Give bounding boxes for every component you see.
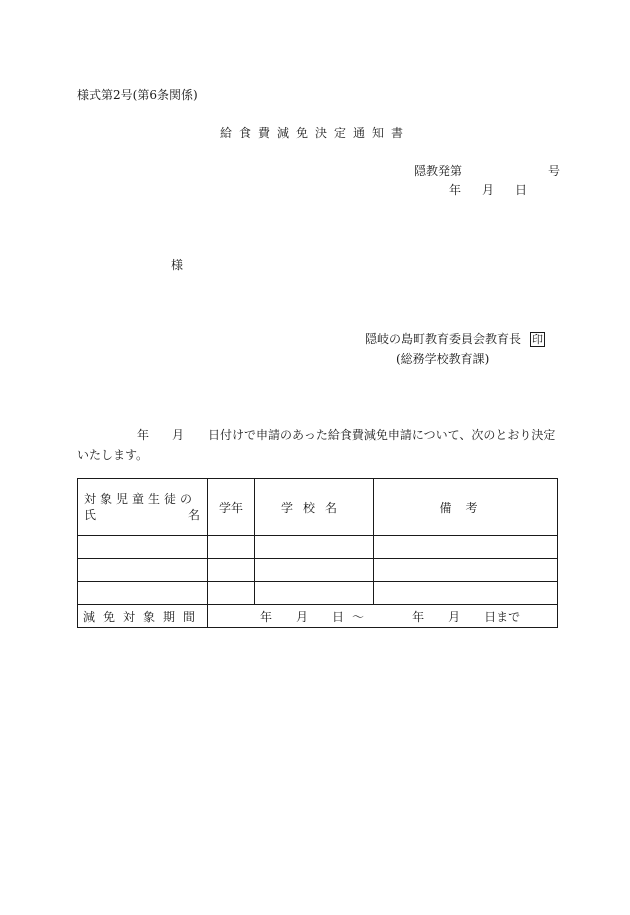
body-year-label: 年 xyxy=(137,428,150,442)
date-day-label: 日 xyxy=(515,183,528,197)
header-grade: 学年 xyxy=(208,479,255,536)
table-row xyxy=(78,559,558,582)
date-month-label: 月 xyxy=(482,183,495,197)
period-end-year: 年 xyxy=(412,609,425,624)
student-name-cell[interactable] xyxy=(78,559,208,582)
header-remarks: 備考 xyxy=(374,479,558,536)
decision-table xyxy=(77,478,558,628)
period-start-month: 月 xyxy=(296,609,309,624)
document-number xyxy=(414,162,560,179)
period-tilde: 〜 xyxy=(352,609,365,624)
school-cell[interactable] xyxy=(255,582,374,605)
addressee-honorific: 様 xyxy=(171,258,184,272)
remarks-cell[interactable] xyxy=(374,559,558,582)
period-label: 減免対象期間 xyxy=(78,605,208,628)
period-value[interactable] xyxy=(208,605,558,628)
period-end-day: 日まで xyxy=(484,609,521,624)
document-title: 給食費減免決定通知書 xyxy=(219,126,410,140)
grade-cell[interactable] xyxy=(208,559,255,582)
table-row xyxy=(78,536,558,559)
body-month-label: 月 xyxy=(172,428,185,442)
document-number-prefix: 隠教発第 xyxy=(414,164,463,178)
date-year-label: 年 xyxy=(449,183,462,197)
period-end-month: 月 xyxy=(448,609,461,624)
body-text-line1 xyxy=(137,426,555,443)
seal-mark: 印 xyxy=(532,333,544,346)
table-row xyxy=(78,582,558,605)
period-row xyxy=(78,605,558,628)
form-number: 様式第2号(第6条関係) xyxy=(77,88,198,102)
document-date xyxy=(449,181,527,198)
student-name-cell[interactable] xyxy=(78,582,208,605)
body-text-line2: いたします。 xyxy=(77,448,149,462)
header-school-name: 学校名 xyxy=(255,479,374,536)
header-student-name-line1: 対象児童生徒の xyxy=(84,492,197,506)
grade-cell[interactable] xyxy=(208,536,255,559)
school-cell[interactable] xyxy=(255,559,374,582)
sender-department: (総務学校教育課) xyxy=(396,352,490,366)
sender-name xyxy=(365,330,545,347)
table-header-row xyxy=(78,479,558,536)
document-number-suffix: 号 xyxy=(548,164,561,178)
grade-cell[interactable] xyxy=(208,582,255,605)
period-start-year: 年 xyxy=(260,609,273,624)
header-student-name xyxy=(78,479,208,536)
body-text-rest: 日付けで申請のあった給食費減免申請について、次のとおり決定 xyxy=(208,428,556,442)
header-name-left: 氏 xyxy=(84,508,97,522)
school-cell[interactable] xyxy=(255,536,374,559)
remarks-cell[interactable] xyxy=(374,582,558,605)
sender-title: 隠岐の島町教育委員会教育長 xyxy=(365,332,522,346)
student-name-cell[interactable] xyxy=(78,536,208,559)
remarks-cell[interactable] xyxy=(374,536,558,559)
period-start-day: 日 xyxy=(332,609,345,624)
header-name-right: 名 xyxy=(187,508,200,522)
